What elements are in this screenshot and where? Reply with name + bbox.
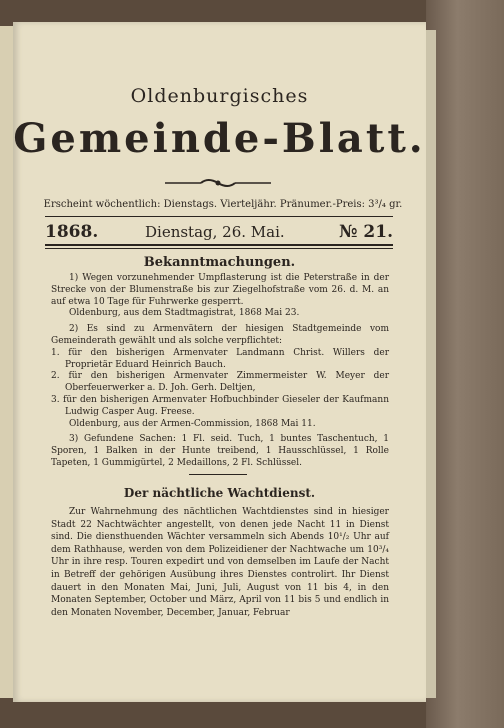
left-page-edge	[0, 26, 14, 698]
masthead-title: Gemeinde-Blatt.	[13, 115, 426, 162]
section-separator	[189, 474, 247, 475]
announcement-3: 3) Gefundene Sachen: 1 Fl. seid. Tuch, 1 buntes Taschentuch, 1 Sporen, 1 Balken in der Hunte treibend, 1 Hausschlüssel, 1 Rolle Tapeten, 1 Gummigürtel, 2 Medaillons, 2 Fl. Schlüssel.	[51, 434, 389, 468]
page-stack-edge	[426, 30, 436, 698]
issue-date: Dienstag, 26. Mai.	[145, 223, 285, 241]
rule-top	[45, 216, 393, 217]
section-title-night-watch: Der nächtliche Wachtdienst.	[123, 486, 316, 500]
book-spine	[426, 0, 504, 728]
list-item: 1. für den bisherigen Armenvater Landmann Christ. Willers der Proprietär Eduard Heinrich Bauch.	[51, 347, 389, 370]
announcement-2-signature: Oldenburg, aus der Armen-Commission, 1868 Mai 11.	[69, 418, 316, 429]
announcement-2: 2) Es sind zu Armenvätern der hiesigen Stadtgemeinde vom Gemeinderath gewählt und als solche verpflichtet:	[51, 324, 389, 346]
announcement-1-signature: Oldenburg, aus dem Stadtmagistrat, 1868 Mai 23.	[69, 308, 300, 319]
ornament-divider	[163, 176, 273, 190]
issue-number: № 21.	[339, 222, 393, 242]
issue-year: 1868.	[45, 222, 99, 242]
masthead-line1: Oldenburgisches	[130, 85, 309, 107]
announcements-body	[51, 273, 389, 470]
section-title-announcements: Bekanntmachungen.	[143, 255, 296, 270]
announcement-1: 1) Wegen vorzunehmender Umpflasterung ist die Peterstraße in der Strecke von der Blumenstraße bis zur Ziegelhofstraße vom 26. d. M. an auf etwa 10 Tage für Fuhrwerke gesperrt.	[51, 273, 389, 307]
subscription-line: Erscheint wöchentlich: Dienstags. Vierteljähr. Pränumer.-Preis: 3³/₄ gr.	[43, 199, 403, 210]
newspaper-page	[13, 22, 426, 702]
dateline	[45, 222, 393, 244]
list-item: 3. für den bisherigen Armenvater Hofbuchbinder Gieseler der Kaufmann Ludwig Casper Aug. Freese.	[51, 394, 389, 417]
night-watch-paragraph: Zur Wahrnehmung des nächtlichen Wachtdienstes sind in hiesiger Stadt 22 Nachtwächter angestellt, von denen jede Nacht 11 in Dienst sind. Die diensthuenden Wächter versammeln sich Abends 10¹/₂ Uhr auf dem Rathhause, werden von dem Polizeidiener der Nachtwache um 10³/₄ Uhr in ihre resp. Touren expedirt und von demselben im Laufe der Nacht in Betreff der gehörigen Ausübung ihres Dienstes controlirt. Ihr Dienst dauert in den Monaten Mai, Juni, Juli, August von 11 bis 4, in den Monaten September, October und März, April von 11 bis 5 und endlich in den Monaten November, December, Januar, Februar	[51, 507, 389, 618]
rule-bottom-thin	[45, 248, 393, 249]
rule-bottom	[45, 244, 393, 246]
night-watch-body	[51, 506, 389, 619]
list-item: 2. für den bisherigen Armenvater Zimmermeister W. Meyer der Oberfeuerwerker a. D. Joh. Gerh. Deltjen,	[51, 371, 389, 394]
